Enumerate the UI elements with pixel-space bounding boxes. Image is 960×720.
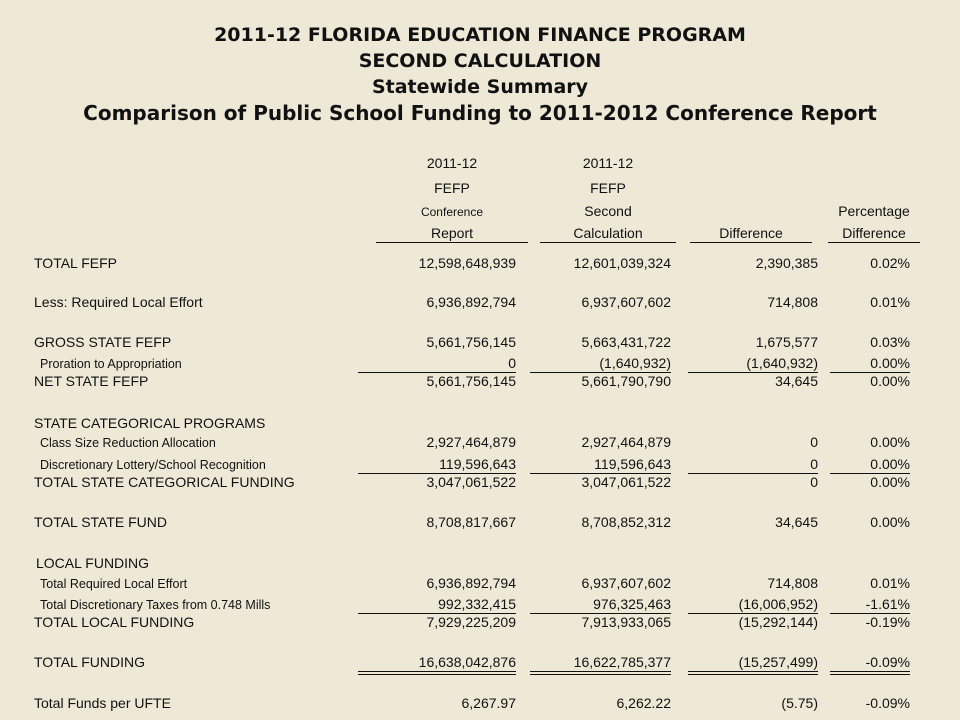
col2-header-underline bbox=[540, 242, 676, 243]
cell-difference: 34,645 bbox=[775, 373, 818, 389]
cell-second-calc: 6,937,607,602 bbox=[581, 575, 671, 591]
col1-header-year: 2011-12 bbox=[426, 155, 478, 171]
cell-second-calc: 5,661,790,790 bbox=[581, 373, 671, 389]
cell-percentage: 0.00% bbox=[870, 514, 910, 530]
col3-header-underline bbox=[690, 242, 812, 243]
cell-percentage: -0.19% bbox=[865, 614, 910, 630]
row-label: Class Size Reduction Allocation bbox=[40, 436, 216, 450]
title-line-2: SECOND CALCULATION bbox=[358, 50, 602, 72]
cell-conference: 16,638,042,876 bbox=[418, 654, 516, 670]
title-line-4: Comparison of Public School Funding to 2011-2012 Conference Report bbox=[83, 101, 877, 125]
section-heading: LOCAL FUNDING bbox=[36, 555, 150, 571]
cell-percentage: -0.09% bbox=[865, 654, 910, 670]
row-label: Discretionary Lottery/School Recognition bbox=[40, 458, 266, 472]
cell-difference: (15,292,144) bbox=[738, 614, 818, 630]
cell-second-calc: 6,937,607,602 bbox=[581, 294, 671, 310]
cell-percentage: -0.09% bbox=[865, 695, 910, 711]
cell-conference: 8,708,817,667 bbox=[426, 514, 516, 530]
cell-second-calc: 12,601,039,324 bbox=[573, 255, 671, 271]
cell-difference: 0 bbox=[810, 474, 818, 490]
cell-second-calc: 119,596,643 bbox=[594, 456, 671, 472]
total-double-underline bbox=[358, 671, 516, 672]
col2-header-fefp: FEFP bbox=[590, 180, 626, 196]
cell-percentage: 0.03% bbox=[870, 334, 910, 350]
row-label: TOTAL STATE FUND bbox=[34, 514, 168, 530]
cell-difference: (16,006,952) bbox=[738, 596, 818, 612]
total-double-underline bbox=[530, 674, 671, 675]
cell-second-calc: 5,663,431,722 bbox=[581, 334, 671, 350]
cell-difference: 2,390,385 bbox=[755, 255, 818, 271]
col1-header-fefp: FEFP bbox=[434, 180, 470, 196]
total-double-underline bbox=[830, 674, 910, 675]
cell-conference: 2,927,464,879 bbox=[426, 434, 516, 450]
cell-conference: 3,047,061,522 bbox=[426, 474, 516, 490]
cell-second-calc: 976,325,463 bbox=[593, 596, 671, 612]
row-label: Less: Required Local Effort bbox=[34, 294, 203, 310]
cell-second-calc: 2,927,464,879 bbox=[581, 434, 671, 450]
row-label: NET STATE FEFP bbox=[34, 373, 149, 389]
cell-percentage: 0.00% bbox=[870, 373, 910, 389]
row-label: Total Required Local Effort bbox=[40, 577, 188, 591]
row-label: TOTAL LOCAL FUNDING bbox=[34, 614, 195, 630]
col1-header-underline bbox=[376, 242, 528, 243]
cell-second-calc: 6,262.22 bbox=[616, 695, 671, 711]
cell-conference: 5,661,756,145 bbox=[426, 373, 516, 389]
col1-header-conference: Conference bbox=[420, 205, 484, 219]
cell-second-calc: 16,622,785,377 bbox=[573, 654, 671, 670]
cell-difference: 714,808 bbox=[767, 294, 818, 310]
row-label: TOTAL FUNDING bbox=[34, 654, 145, 670]
col4-header-percentage: Percentage bbox=[838, 203, 910, 219]
col2-header-calculation: Calculation bbox=[573, 225, 643, 241]
col4-header-underline bbox=[828, 242, 920, 243]
cell-conference: 992,332,415 bbox=[438, 596, 516, 612]
cell-second-calc: (1,640,932) bbox=[599, 355, 671, 371]
cell-second-calc: 3,047,061,522 bbox=[581, 474, 671, 490]
cell-difference: 1,675,577 bbox=[755, 334, 818, 350]
cell-second-calc: 7,913,933,065 bbox=[581, 614, 671, 630]
col2-header-second: Second bbox=[584, 203, 632, 219]
cell-difference: 0 bbox=[810, 456, 818, 472]
cell-difference: 34,645 bbox=[775, 514, 818, 530]
cell-difference: 714,808 bbox=[767, 575, 818, 591]
cell-percentage: 0.00% bbox=[870, 355, 910, 371]
col4-header-difference: Difference bbox=[842, 225, 906, 241]
row-label: Total Funds per UFTE bbox=[34, 695, 171, 711]
col1-header-report: Report bbox=[430, 225, 474, 241]
cell-conference: 0 bbox=[508, 355, 516, 371]
cell-percentage: 0.00% bbox=[870, 456, 910, 472]
row-label: TOTAL FEFP bbox=[34, 255, 117, 271]
report-title-block bbox=[0, 22, 960, 126]
cell-difference: (15,257,499) bbox=[738, 654, 818, 670]
col2-header-year: 2011-12 bbox=[582, 155, 634, 171]
cell-conference: 119,596,643 bbox=[439, 456, 516, 472]
cell-conference: 6,267.97 bbox=[461, 695, 516, 711]
cell-difference: (5.75) bbox=[781, 695, 818, 711]
cell-conference: 7,929,225,209 bbox=[426, 614, 516, 630]
total-double-underline bbox=[688, 671, 818, 672]
title-line-1: 2011-12 FLORIDA EDUCATION FINANCE PROGRAM bbox=[214, 24, 746, 46]
cell-percentage: 0.00% bbox=[870, 434, 910, 450]
cell-difference: (1,640,932) bbox=[746, 355, 818, 371]
row-label: TOTAL STATE CATEGORICAL FUNDING bbox=[34, 474, 295, 490]
total-double-underline bbox=[358, 674, 516, 675]
total-double-underline bbox=[830, 671, 910, 672]
cell-percentage: 0.01% bbox=[870, 575, 910, 591]
title-line-3: Statewide Summary bbox=[371, 76, 589, 98]
cell-percentage: 0.01% bbox=[870, 294, 910, 310]
cell-percentage: 0.00% bbox=[870, 474, 910, 490]
row-label: Total Discretionary Taxes from 0.748 Mills bbox=[40, 598, 271, 612]
col3-header-difference: Difference bbox=[719, 225, 783, 241]
row-label: Proration to Appropriation bbox=[40, 357, 182, 371]
cell-percentage: 0.02% bbox=[870, 255, 910, 271]
section-heading: STATE CATEGORICAL PROGRAMS bbox=[34, 415, 266, 431]
cell-conference: 6,936,892,794 bbox=[426, 575, 516, 591]
total-double-underline bbox=[530, 671, 671, 672]
row-label: GROSS STATE FEFP bbox=[34, 334, 172, 350]
cell-second-calc: 8,708,852,312 bbox=[581, 514, 671, 530]
cell-conference: 12,598,648,939 bbox=[418, 255, 516, 271]
cell-percentage: -1.61% bbox=[865, 596, 910, 612]
cell-conference: 6,936,892,794 bbox=[426, 294, 516, 310]
cell-difference: 0 bbox=[810, 434, 818, 450]
cell-conference: 5,661,756,145 bbox=[426, 334, 516, 350]
total-double-underline bbox=[688, 674, 818, 675]
